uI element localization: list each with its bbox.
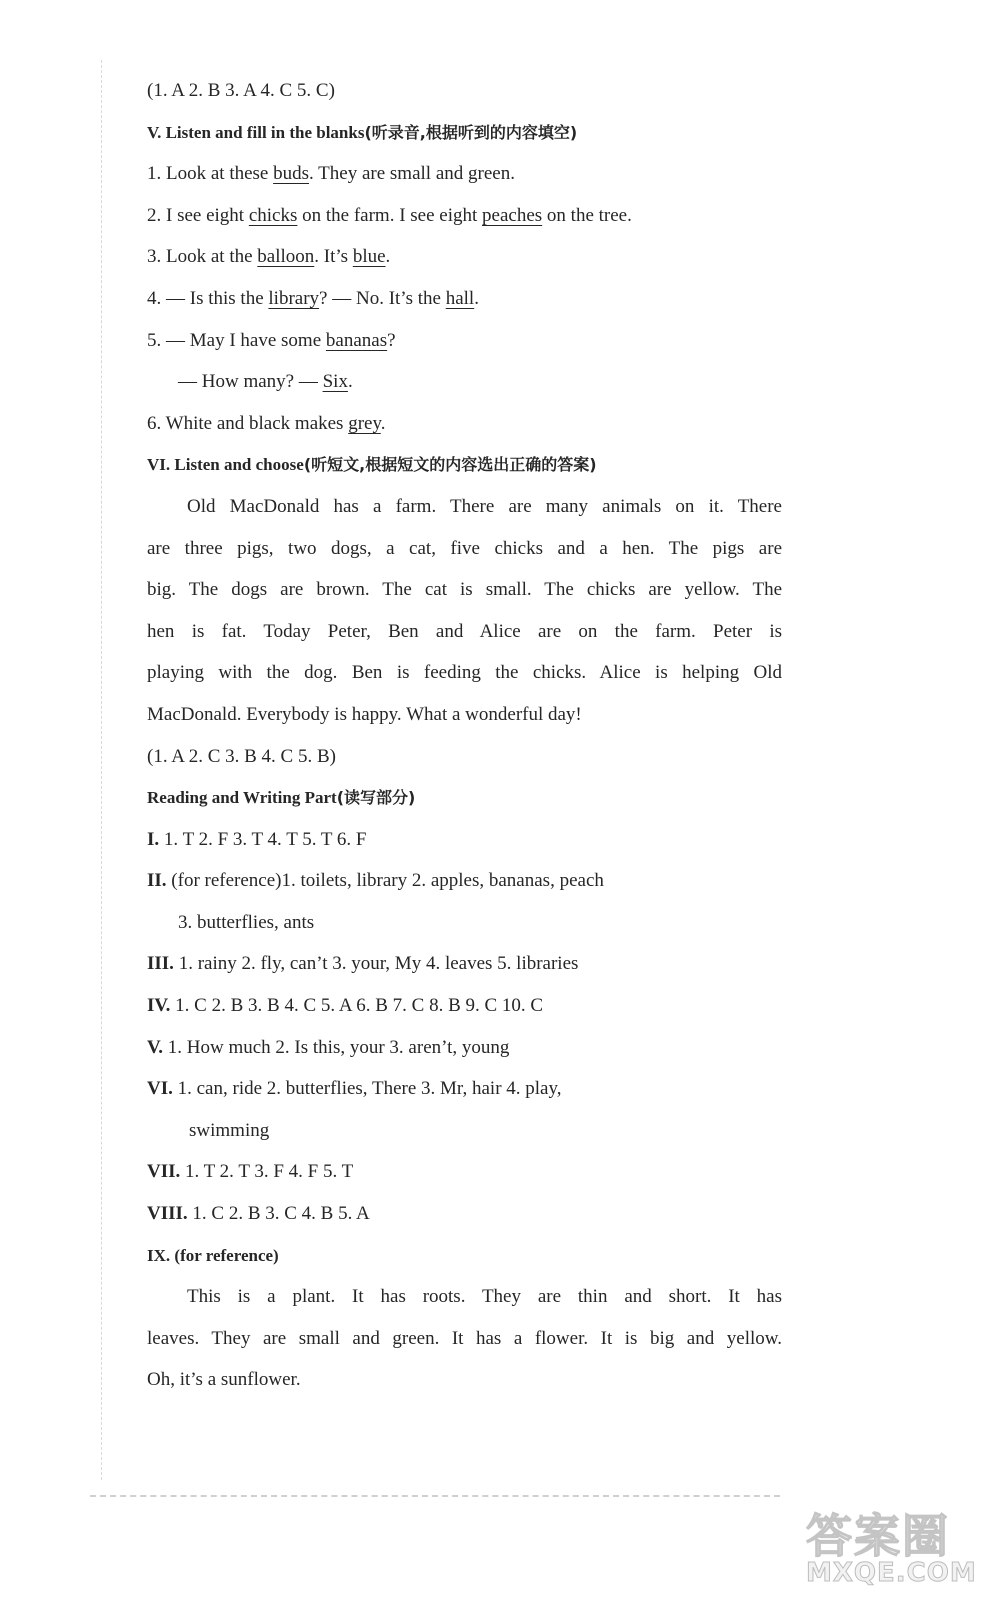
filled-answer: peaches <box>482 204 543 226</box>
answer-text: 1. rainy 2. fly, can’t 3. your, My 4. leaves 5. libraries <box>178 953 579 975</box>
section-vi-heading-en: VI. Listen and choose <box>147 455 304 475</box>
ix-passage-line: Oh, it’s a sunflower. <box>147 1369 301 1391</box>
watermark <box>806 1500 986 1596</box>
section-v-heading-en: V. Listen and fill in the blanks <box>147 122 365 142</box>
rw-answer-viii <box>147 1193 782 1235</box>
fill-blank-item-4 <box>147 278 782 320</box>
rw-answer-vi-cont: swimming <box>189 1119 270 1141</box>
section-vi-heading-zh: (听短文,根据短文的内容选出正确的答案) <box>303 455 597 475</box>
rw-answer-ii <box>147 860 782 902</box>
filled-answer: bananas <box>325 329 388 351</box>
rw-answer-iv <box>147 985 782 1027</box>
answer-text: 1. C 2. B 3. B 4. C 5. A 6. B 7. C 8. B 9. C 10. C <box>175 995 544 1017</box>
watermark-url: MXQE.COM <box>806 1558 977 1588</box>
section-number: II. <box>147 870 167 892</box>
filled-answer: hall <box>445 287 475 309</box>
passage-line: are three pigs, two dogs, a cat, five chicks and a hen. The pigs are <box>147 537 782 559</box>
section-number: I. <box>147 828 160 850</box>
listening-vi-answers: (1. A 2. C 3. B 4. C 5. B) <box>147 745 336 767</box>
item-text: on the farm. I see eight <box>297 204 483 226</box>
rw-answer-ii-cont: 3. butterflies, ants <box>178 911 315 933</box>
reading-writing-heading-zh: (读写部分) <box>336 788 416 808</box>
reading-writing-heading <box>147 777 782 819</box>
item-text: 5. — May I have some <box>147 329 326 351</box>
rw-answer-iii <box>147 943 782 985</box>
passage-line: big. The dogs are brown. The cat is small. The chicks are yellow. The <box>147 579 782 601</box>
answer-page <box>147 70 782 1401</box>
reading-writing-heading-en: Reading and Writing Part <box>147 788 337 808</box>
section-number: VII. <box>147 1161 181 1183</box>
item-text: ? — No. It’s the <box>319 287 446 309</box>
rw-answer-v <box>147 1027 782 1069</box>
watermark-logo: 答案圈 <box>806 1509 950 1563</box>
item-text: . It’s <box>314 246 353 268</box>
fill-blank-item-5-reply <box>147 361 782 403</box>
fill-blank-item-1 <box>147 153 782 195</box>
item-text: . <box>474 287 479 309</box>
passage-line: MacDonald. Everybody is happy. What a wonderful day! <box>147 703 582 725</box>
section-vi-heading <box>147 444 782 486</box>
rw-answer-vii <box>147 1151 782 1193</box>
rw-answer-vi <box>147 1068 782 1110</box>
section-number: V. <box>147 1036 164 1058</box>
ix-passage-line: This is a plant. It has roots. They are thin and short. It has <box>187 1286 782 1308</box>
item-text: . <box>380 412 386 434</box>
filled-answer: buds <box>273 163 310 185</box>
item-text: 6. White and black makes <box>147 412 349 434</box>
section-number: IV. <box>147 995 171 1017</box>
item-text: 4. — Is this the <box>147 287 269 309</box>
item-text: — How many? — <box>178 371 323 393</box>
answer-text: 1. C 2. B 3. C 4. B 5. A <box>192 1203 370 1225</box>
answer-text: (for reference)1. toilets, library 2. apples, bananas, peach <box>171 870 604 892</box>
item-text: ? <box>387 329 396 351</box>
listening-iv-answers: (1. A 2. B 3. A 4. C 5. C) <box>147 80 335 101</box>
rw-answer-ix-heading <box>147 1235 782 1277</box>
ix-passage-line: leaves. They are small and green. It has a flower. It is big and yellow. <box>147 1327 782 1349</box>
filled-answer: library <box>268 287 320 309</box>
item-text: . <box>385 246 391 268</box>
ix-reference-label: (for reference) <box>174 1245 279 1265</box>
section-number: III. <box>147 953 174 975</box>
section-v-heading-zh: (听录音,根据听到的内容填空) <box>364 122 578 142</box>
passage-line: Old MacDonald has a farm. There are many animals on it. There <box>187 495 782 517</box>
filled-answer: chicks <box>248 204 298 226</box>
item-text: 1. Look at these <box>147 163 274 185</box>
section-v-heading <box>147 112 782 154</box>
fill-blank-item-3 <box>147 236 782 278</box>
item-text: 3. Look at the <box>147 246 258 268</box>
rw-answer-i <box>147 819 782 861</box>
passage-line: playing with the dog. Ben is feeding the chicks. Alice is helping Old <box>147 662 782 684</box>
item-text: . They are small and green. <box>309 163 515 185</box>
filled-answer: grey <box>348 412 381 434</box>
section-number: VIII. <box>147 1203 188 1225</box>
item-text: 2. I see eight <box>147 204 249 226</box>
filled-answer: blue <box>352 246 386 268</box>
section-number: IX. <box>147 1245 171 1265</box>
item-text: . <box>347 371 353 393</box>
bottom-rule <box>90 1495 780 1497</box>
answer-text: 1. T 2. F 3. T 4. T 5. T 6. F <box>163 828 367 850</box>
fill-blank-item-5 <box>147 320 782 362</box>
filled-answer: balloon <box>257 246 315 268</box>
fill-blank-item-6 <box>147 403 782 445</box>
answer-text: 1. can, ride 2. butterflies, There 3. Mr, hair 4. play, <box>177 1078 562 1100</box>
section-number: VI. <box>147 1078 173 1100</box>
answer-text: 1. How much 2. Is this, your 3. aren’t, young <box>167 1036 510 1058</box>
item-text: on the tree. <box>542 204 632 226</box>
passage-line: hen is fat. Today Peter, Ben and Alice are on the farm. Peter is <box>147 620 782 642</box>
filled-answer: Six <box>322 371 348 393</box>
fill-blank-item-2 <box>147 195 782 237</box>
answer-text: 1. T 2. T 3. F 4. F 5. T <box>185 1161 354 1183</box>
margin-rule <box>101 60 102 1480</box>
